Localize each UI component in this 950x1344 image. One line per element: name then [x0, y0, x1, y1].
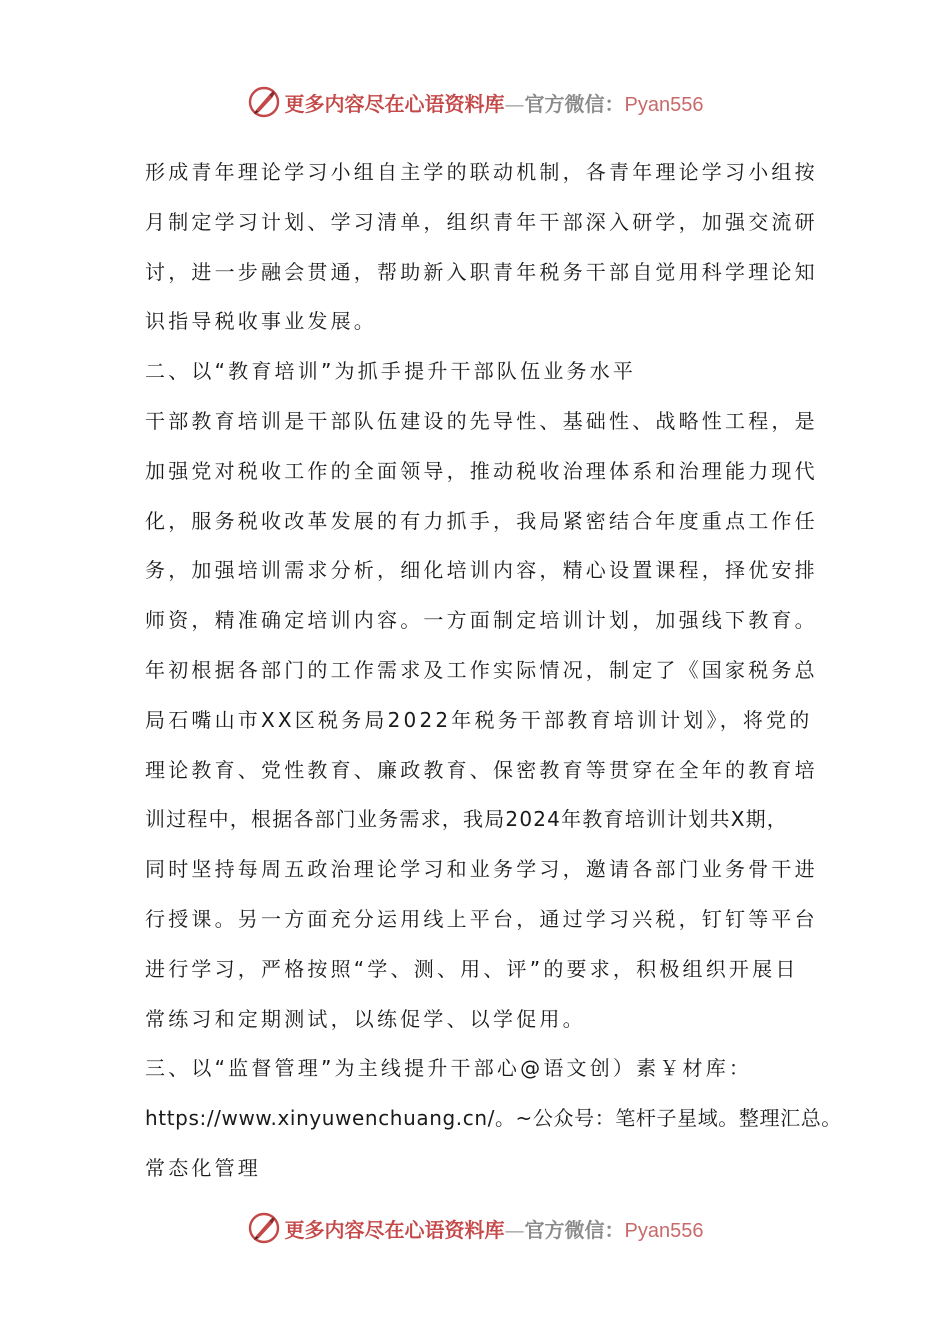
pen-logo-icon [247, 85, 281, 119]
body-line-url: https://www.xinyuwenchuang.cn/。~公众号：笔杆子星域。整理汇总。 [145, 1106, 842, 1131]
body-line: 常练习和定期测试，以练促学、以学促用。 [145, 1006, 586, 1031]
body-line: 讨，进一步融会贯通，帮助新入职青年税务干部自觉用科学理论知 [145, 259, 818, 284]
body-line: 加强党对税收工作的全面领导，推动税收治理体系和治理能力现代 [145, 458, 818, 483]
body-line: 行授课。另一方面充分运用线上平台，通过学习兴税，钉钉等平台 [145, 906, 818, 931]
section-heading: 二、以“教育培训”为抓手提升干部队伍业务水平 [145, 359, 637, 384]
footer-watermark-banner [0, 1208, 950, 1248]
body-line: 年初根据各部门的工作需求及工作实际情况，制定了《国家税务总 [145, 657, 818, 682]
watermark-text: 更多内容尽在心语资料库—官方微信：Pyan556 [284, 91, 704, 116]
body-line: 师资，精准确定培训内容。一方面制定培训计划，加强线下教育。 [145, 608, 818, 633]
header-watermark-banner [0, 82, 950, 122]
body-line: 务，加强培训需求分析，细化培训内容，精心设置课程，择优安排 [145, 558, 818, 583]
body-line: 局石嘴山市XX区税务局2022年税务干部教育培训计划》，将党的 [145, 707, 813, 732]
body-line: 识指导税收事业发展。 [145, 309, 377, 334]
body-line: 进行学习，严格按照“学、测、用、评”的要求，积极组织开展日 [145, 956, 799, 981]
body-line: 理论教育、党性教育、廉政教育、保密教育等贯穿在全年的教育培 [145, 757, 818, 782]
body-line: 同时坚持每周五政治理论学习和业务学习，邀请各部门业务骨干进 [145, 857, 818, 882]
body-line: 干部教育培训是干部队伍建设的先导性、基础性、战略性工程，是 [145, 408, 818, 433]
body-line: 形成青年理论学习小组自主学的联动机制，各青年理论学习小组按 [145, 160, 818, 184]
section-heading: 三、以“监督管理”为主线提升干部心@语文创）素￥材库： [145, 1056, 753, 1081]
body-line: 常态化管理 [145, 1155, 261, 1180]
body-line: 月制定学习计划、学习清单，组织青年干部深入研学，加强交流研 [145, 209, 818, 234]
body-line: 训过程中，根据各部门业务需求，我局2024年教育培训计划共X期， [145, 807, 788, 832]
body-line: 化，服务税收改革发展的有力抓手，我局紧密结合年度重点工作任 [145, 508, 818, 533]
document-body [145, 148, 842, 1194]
watermark-text: 更多内容尽在心语资料库—官方微信：Pyan556 [284, 1217, 704, 1242]
pen-logo-icon [247, 1211, 281, 1245]
